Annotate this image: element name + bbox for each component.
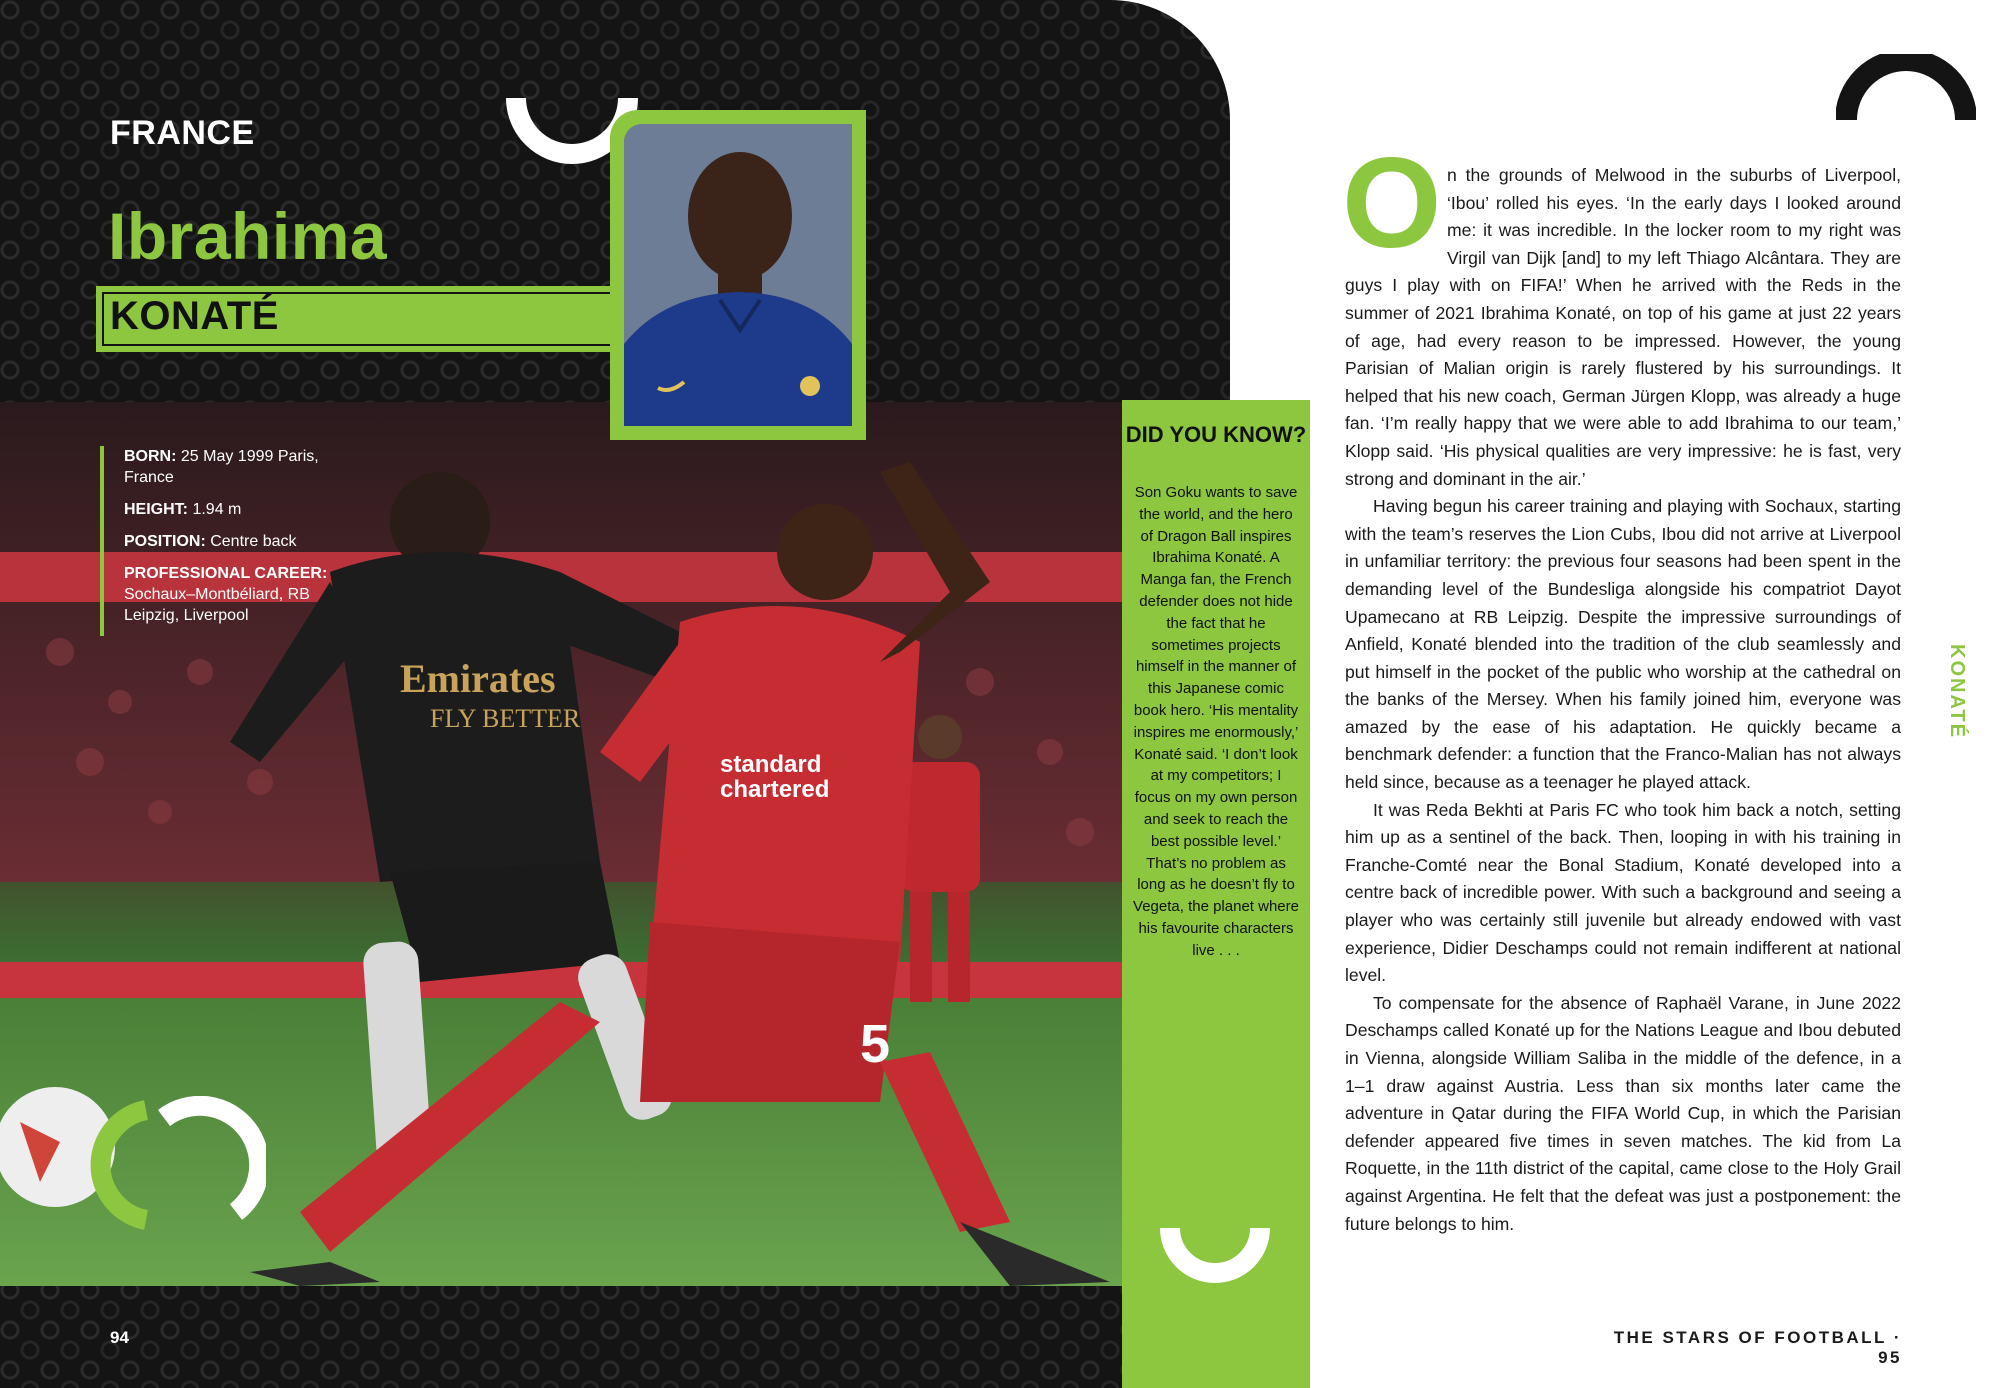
- arsenal-sponsor-text: Emirates: [400, 656, 556, 701]
- fact-height-value: 1.94 m: [188, 501, 242, 518]
- liverpool-sponsor-subtext: chartered: [720, 776, 830, 803]
- fact-position-label: POSITION:: [124, 533, 206, 550]
- article-paragraph-4: To compensate for the absence of Raphaël Varane, in June 2022 Deschamps called Konaté up for the Nations League and Ibou debuted in Vienna, alongside William Saliba in the middle of the defence, in a 1–1 draw against Austria. Less than six months later came the adventure in Qatar during the FIFA World Cup, in which the Parisian defender appeared five times in seven matches. The kid from La Roquette, in the 11th district of the capital, came close to the Holy Grail against Argentina. He felt that the defeat was just a postponement: the future belongs to him.: [1345, 992, 1901, 1234]
- side-running-name: KONATÉ: [1946, 644, 1968, 739]
- article-paragraph-2: Having begun his career training and playing with Sochaux, starting with the team’s reserves the Lion Cubs, Ibou did not arrive at Liverpool in unfamiliar territory: the previous four seasons had been spent in the demanding level of the Bundesliga alongside his compatriot Dayot Upamecano at RB Leipzig. Despite the impressive surroundings of Anfield, Konaté blended into the tradition of the club seamlessly and put himself in the pocket of the public who worship at the cathedral on the banks of the Mersey. When his family joined him, everyone was amazed by the ease of his adaptation. He quickly became a benchmark defender: a function that the Franco-Malian has not always held since, because as a teenager he played attack.: [1345, 496, 1901, 793]
- fact-career-value: Sochaux–Montbéliard, RB Leipzig, Liverpool: [124, 586, 310, 624]
- decorative-arc-bottom: [1160, 1220, 1270, 1300]
- did-you-know-panel: [1122, 400, 1310, 1388]
- did-you-know-title: DID YOU KNOW?: [1125, 422, 1307, 447]
- fact-position: [124, 531, 340, 552]
- article-paragraph-3: It was Reda Bekhti at Paris FC who took him back a notch, setting him up as a sentinel of the back. Then, looping in with his training in Franche-Comté near the Bonal Stadium, Konaté developed into a centre back of incredible power. With such a background and seeing a player who was certainly still juvenile but already endowed with vast experience, Didier Deschamps could not remain indifferent at national level.: [1345, 799, 1901, 986]
- player-first-name: Ibrahima: [108, 199, 388, 273]
- fact-born-label: BORN:: [124, 448, 177, 465]
- fact-career: [124, 563, 340, 626]
- fact-born-value: 25 May 1999 Paris, France: [124, 448, 319, 486]
- fact-career-label: PROFESSIONAL CAREER:: [124, 565, 328, 582]
- article-body: [1342, 132, 1901, 1238]
- arsenal-sponsor-subtext: FLY BETTER: [430, 704, 581, 733]
- portrait-illustration: [624, 124, 852, 426]
- shirt-number: 5: [860, 1014, 891, 1074]
- fact-height: [124, 499, 340, 520]
- player-last-name: KONATÉ: [110, 294, 279, 338]
- country-label: FRANCE: [110, 114, 255, 152]
- portrait-frame: [610, 110, 866, 440]
- liverpool-sponsor-text: standard: [720, 751, 822, 778]
- fact-born: [124, 446, 340, 488]
- decorative-arc-right: [1836, 54, 1976, 124]
- fact-height-label: HEIGHT:: [124, 501, 188, 518]
- player-facts: [100, 446, 340, 636]
- article-paragraph-1: n the grounds of Melwood in the suburbs of Liverpool, ‘Ibou’ rolled his eyes. ‘In the early days I looked around me: it was incredible. In the locker room to my right was Virgil van Dijk [and] to my left Thiago Alcântara. They are guys I play with on FIFA!’ When he arrived with the Reds in the summer of 2021 Ibrahima Konaté, on top of his game at just 22 years of age, had every reason to be impressed. However, the young Parisian of Malian origin is rarely flustered by his surroundings. It helped that his new coach, German Jürgen Klopp, was already a huge fan. ‘I’m really happy that we were able to add Ibrahima to our team,’ Klopp said. ‘His physical qualities are very impressive: he is fast, very strong and dominant in the air.’: [1345, 165, 1901, 489]
- drop-cap: [1342, 132, 1442, 275]
- drop-cap-letter: O: [1342, 132, 1442, 275]
- player-portrait: [624, 124, 852, 426]
- last-name-banner: [96, 286, 628, 352]
- decorative-circle-arcs: [76, 1096, 266, 1236]
- page-number-left: 94: [110, 1328, 129, 1347]
- page-footer-right: THE STARS OF FOOTBALL · 95: [1613, 1328, 1902, 1367]
- fact-position-value: Centre back: [205, 533, 297, 550]
- did-you-know-body: Son Goku wants to save the world, and the hero of Dragon Ball inspires Ibrahima Konaté. A Manga fan, the French defender does not hide the fact that he sometimes projects himself in the manner of this Japanese comic book hero. ‘His mentality inspires me enormously,’ Konaté said. ‘I don’t look at my competitors; I focus on my own person and seek to reach the best possible level.’ That’s no problem as long as he doesn’t fly to Vegeta, the planet where his favourite characters live . . .: [1133, 484, 1299, 959]
